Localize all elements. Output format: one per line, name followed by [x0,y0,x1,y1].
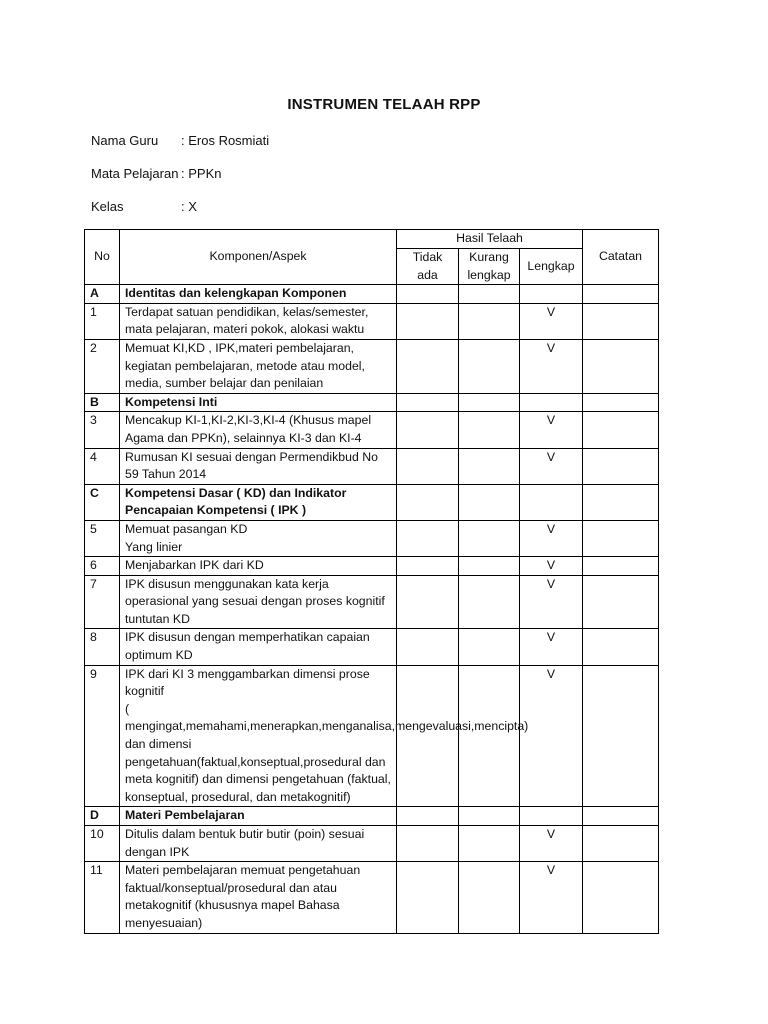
cell-no: A [85,285,120,304]
cell-catatan [583,303,659,339]
cell-tidak-ada [397,629,459,665]
header-no: No [85,230,120,285]
cell-catatan [583,412,659,448]
cell-lengkap: V [520,629,583,665]
info-kelas [91,199,197,214]
cell-tidak-ada [397,448,459,484]
cell-lengkap: V [520,339,583,393]
cell-no: D [85,807,120,826]
cell-catatan [583,557,659,576]
cell-lengkap: V [520,665,583,807]
cell-catatan [583,807,659,826]
cell-tidak-ada [397,484,459,520]
cell-no: B [85,393,120,412]
cell-no: 2 [85,339,120,393]
cell-aspek: Rumusan KI sesuai dengan Permendikbud No 59 Tahun 2014 [120,448,397,484]
cell-kurang-lengkap [459,303,520,339]
cell-aspek: IPK disusun dengan memperhatikan capaian optimum KD [120,629,397,665]
cell-no: 6 [85,557,120,576]
cell-kurang-lengkap [459,448,520,484]
cell-kurang-lengkap [459,807,520,826]
cell-no: 10 [85,826,120,862]
info-value: : Eros Rosmiati [181,133,270,148]
cell-lengkap: V [520,862,583,933]
cell-lengkap [520,393,583,412]
cell-aspek: Terdapat satuan pendidikan, kelas/semester, mata pelajaran, materi pokok, alokasi waktu [120,303,397,339]
cell-lengkap: V [520,575,583,629]
cell-no: C [85,484,120,520]
cell-lengkap: V [520,412,583,448]
header-tidak-ada: Tidak ada [397,249,459,285]
cell-lengkap: V [520,826,583,862]
cell-aspek: IPK disusun menggunakan kata kerja operasional yang sesuai dengan proses kognitif tuntutan KD [120,575,397,629]
table-row [85,412,659,448]
info-mata-pelajaran [91,166,221,181]
section-row [85,484,659,520]
cell-tidak-ada [397,393,459,412]
cell-kurang-lengkap [459,393,520,412]
cell-catatan [583,393,659,412]
cell-kurang-lengkap [459,629,520,665]
cell-no: 9 [85,665,120,807]
cell-tidak-ada [397,665,459,807]
cell-tidak-ada [397,339,459,393]
cell-lengkap: V [520,557,583,576]
cell-no: 8 [85,629,120,665]
cell-tidak-ada [397,862,459,933]
cell-kurang-lengkap [459,412,520,448]
cell-aspek: Materi Pembelajaran [120,807,397,826]
cell-kurang-lengkap [459,665,520,807]
cell-aspek: IPK dari KI 3 menggambarkan dimensi prose kognitif ( mengingat,memahami,menerapkan,menganalisa,mengevaluasi,mencipta) dan dimensi pengetahuan(faktual,konseptual,prosedural dan meta kognitif) dan dimensi pengetahuan (faktual, konseptual, prosedural, dan metakognitif) [120,665,397,807]
info-label: Kelas [91,199,124,214]
cell-lengkap [520,807,583,826]
cell-no: 1 [85,303,120,339]
cell-lengkap: V [520,448,583,484]
cell-kurang-lengkap [459,826,520,862]
cell-lengkap [520,484,583,520]
cell-kurang-lengkap [459,520,520,556]
info-nama-guru [91,133,269,148]
table-body [85,285,659,933]
cell-catatan [583,826,659,862]
cell-tidak-ada [397,412,459,448]
cell-no: 7 [85,575,120,629]
cell-aspek: Memuat KI,KD , IPK,materi pembelajaran, kegiatan pembelajaran, metode atau model, media, sumber belajar dan penilaian [120,339,397,393]
cell-tidak-ada [397,303,459,339]
cell-tidak-ada [397,826,459,862]
cell-catatan [583,339,659,393]
cell-catatan [583,629,659,665]
info-label: Mata Pelajaran [91,166,179,181]
cell-aspek: Kompetensi Inti [120,393,397,412]
info-value: : PPKn [181,166,222,181]
cell-catatan [583,575,659,629]
cell-catatan [583,862,659,933]
cell-kurang-lengkap [459,339,520,393]
table-row [85,557,659,576]
header-catatan: Catatan [583,230,659,285]
cell-no: 3 [85,412,120,448]
table-row [85,520,659,556]
header-kurang-lengkap: Kurang lengkap [459,249,520,285]
cell-tidak-ada [397,807,459,826]
cell-kurang-lengkap [459,285,520,304]
cell-no: 11 [85,862,120,933]
cell-aspek: Materi pembelajaran memuat pengetahuan faktual/konseptual/prosedural dan atau metakognitif (khususnya mapel Bahasa menyesuaian) [120,862,397,933]
cell-kurang-lengkap [459,484,520,520]
cell-kurang-lengkap [459,862,520,933]
cell-catatan [583,665,659,807]
info-label: Nama Guru [91,133,159,148]
table-row [85,665,659,807]
cell-no: 4 [85,448,120,484]
cell-tidak-ada [397,285,459,304]
cell-catatan [583,520,659,556]
cell-catatan [583,484,659,520]
header-lengkap: Lengkap [520,249,583,285]
table-row [85,303,659,339]
cell-aspek: Memuat pasangan KD Yang linier [120,520,397,556]
cell-lengkap [520,285,583,304]
cell-aspek: Kompetensi Dasar ( KD) dan Indikator Pencapaian Kompetensi ( IPK ) [120,484,397,520]
cell-aspek: Mencakup KI-1,KI-2,KI-3,KI-4 (Khusus mapel Agama dan PPKn), selainnya KI-3 dan KI-4 [120,412,397,448]
header-hasil-telaah: Hasil Telaah [397,230,583,249]
cell-catatan [583,448,659,484]
table-row [85,862,659,933]
page-title: INSTRUMEN TELAAH RPP [287,96,481,113]
section-row [85,393,659,412]
cell-kurang-lengkap [459,557,520,576]
cell-no: 5 [85,520,120,556]
cell-lengkap: V [520,520,583,556]
header-komponen: Komponen/Aspek [120,230,397,285]
cell-tidak-ada [397,557,459,576]
table-row [85,629,659,665]
cell-lengkap: V [520,303,583,339]
cell-aspek: Menjabarkan IPK dari KD [120,557,397,576]
section-row [85,285,659,304]
table-row [85,339,659,393]
telaah-table [84,229,659,934]
cell-kurang-lengkap [459,575,520,629]
cell-aspek: Identitas dan kelengkapan Komponen [120,285,397,304]
cell-catatan [583,285,659,304]
cell-tidak-ada [397,575,459,629]
cell-tidak-ada [397,520,459,556]
table-row [85,448,659,484]
table-row [85,575,659,629]
table-row [85,826,659,862]
cell-aspek: Ditulis dalam bentuk butir butir (poin) sesuai dengan IPK [120,826,397,862]
info-value: : X [181,199,197,214]
section-row [85,807,659,826]
